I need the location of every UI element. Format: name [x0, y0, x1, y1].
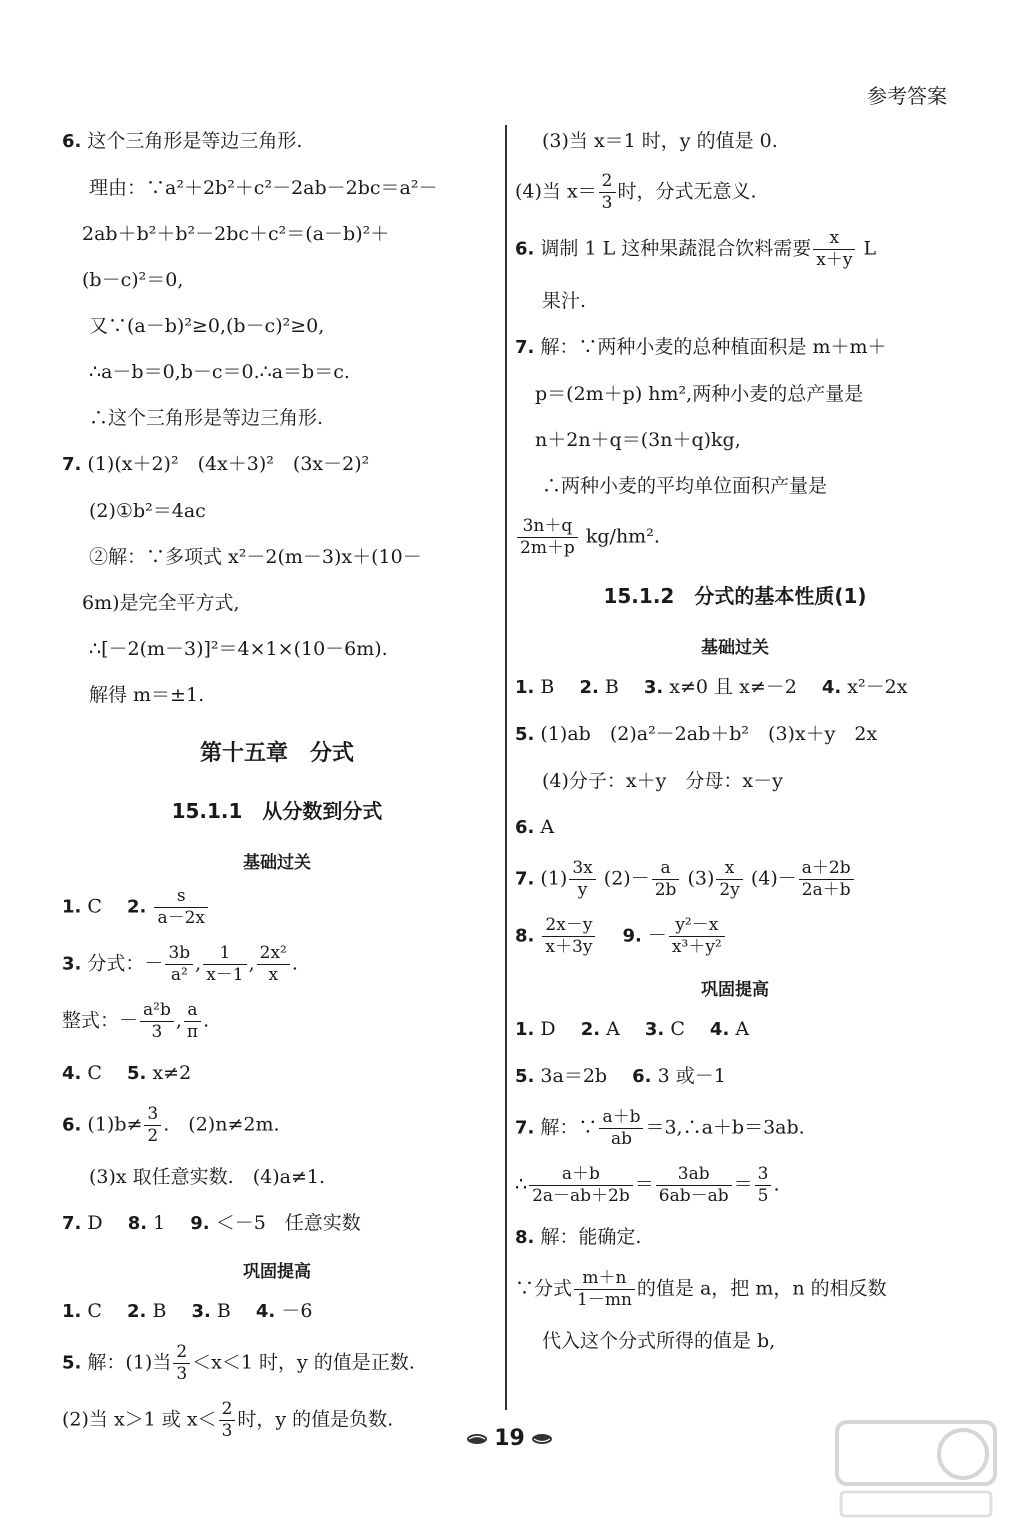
fraction: $\frac{2x-y}{x+3y}$: [542, 915, 595, 958]
answer-4-5: 4. C 5. x≠2: [62, 1062, 192, 1084]
chapter-title: 第十五章 分式: [199, 741, 354, 766]
fraction: $\frac{a+b}{ab}$: [599, 1107, 643, 1150]
fraction: $\frac{a+b}{2a-ab+2b}$: [529, 1164, 633, 1207]
answer-1-2: 1. C 2. $\frac{s}{a-2x}$: [62, 879, 492, 936]
page-number: 19: [494, 1426, 525, 1451]
section-title: 15.1.2 分式的基本性质(1): [603, 584, 867, 608]
fraction: $\frac{2}{3}$: [219, 1399, 236, 1442]
answer-5-line: (4)分子：x＋y 分母：x－y: [542, 770, 783, 792]
answer-8: 8. 解：能确定.: [515, 1226, 642, 1248]
answer-6-line: 2ab＋b²＋b²－2bc＋c²＝(a－b)²＋: [82, 223, 390, 245]
fraction: $\frac{3ab}{6ab-ab}$: [656, 1164, 732, 1207]
answer-1-4: 1. D 2. A 3. C 4. A: [515, 1018, 750, 1040]
answer-3: 3. 分式：－ $\frac{3b}{\text{a²}}$ , $\frac{1}{x-1}$ , $\frac{\text{2x²}}{x}$ .: [62, 943, 298, 985]
leaf-ornament-icon: [466, 1432, 488, 1446]
answer-7-line: ∴[－2(m－3)]²＝4×1×(10－6m).: [89, 638, 388, 660]
fraction: $\frac{a}{2b}$: [652, 858, 680, 901]
fraction: $\frac{\text{y²－x}}{\text{x³＋y²}}$: [669, 915, 725, 958]
fraction: $\frac{3}{5}$: [755, 1164, 772, 1207]
answer-7-9: 7. D 8. 1 9. ＜－5 任意实数: [62, 1212, 361, 1234]
answer-5: 5. (1)ab (2)a²－2ab＋b² (3)x＋y 2x: [515, 723, 878, 745]
answer-6-line: (b－c)²＝0,: [82, 269, 184, 291]
fraction: $\frac{\text{2x²}}{x}$: [257, 943, 290, 986]
answer-7-line: (2)①b²＝4ac: [89, 500, 206, 522]
fraction: $\frac{m+n}{1-mn}$: [574, 1268, 635, 1311]
answer-5-6: 5. 3a＝2b 6. 3 或－1: [515, 1065, 726, 1087]
fraction: $\frac{3x}{y}$: [569, 858, 595, 901]
fraction: $\frac{x}{2y}$: [716, 858, 742, 901]
answer-7-line: ②解：∵多项式 x²－2(m－3)x＋(10－: [89, 546, 422, 568]
fraction: $\frac{1}{x-1}$: [203, 943, 246, 986]
right-column: [515, 118, 955, 1364]
subsection-title: 基础过关: [701, 638, 769, 658]
answer-1-4: 1. B 2. B 3. x≠0 且 x≠－2 4. x²－2x: [515, 676, 908, 698]
answer-6-line: (3)x 取任意实数. (4)a≠1.: [89, 1166, 325, 1188]
fraction: $\frac{3}{2}$: [144, 1104, 161, 1147]
answer-line: (3)当 x＝1 时，y 的值是 0.: [542, 130, 778, 152]
fraction: $\frac{\text{a²b}}{3}$: [140, 1000, 174, 1043]
answer-6-line: ∴这个三角形是等边三角形.: [89, 407, 324, 429]
answer-7: 7. (1) $\frac{3x}{y}$ (2)－ $\frac{a}{2b}$ (3) $\frac{x}{2y}$ (4)－ $\frac{a+2b}{2a+b}$: [515, 851, 955, 908]
answer-7-line: n＋2n＋q＝(3n＋q)kg,: [535, 429, 741, 451]
answer-6: 6. (1)b≠ $\frac{3}{2}$ . (2)n≠2m.: [62, 1104, 280, 1146]
answer-8-line: ∵分式 $\frac{m+n}{1-mn}$ 的值是 a，把 m，n 的相反数: [515, 1268, 887, 1310]
answer-5: 5. 解：(1)当 $\frac{2}{3}$ ＜x＜1 时，y 的值是正数.: [62, 1342, 415, 1384]
watermark-stamp-icon: [831, 1414, 1001, 1524]
subsection-title: 巩固提高: [701, 980, 769, 1000]
answer-line: (4)当 x＝ $\frac{2}{3}$ 时，分式无意义.: [515, 171, 757, 213]
answer-6-line: 果汁.: [542, 290, 587, 312]
answer-7-line: $\frac{3n+q}{2m+p}$ kg/hm².: [515, 509, 955, 566]
header-title: 参考答案: [867, 84, 947, 108]
answer-6-line: ∴a－b＝0,b－c＝0.∴a＝b＝c.: [89, 361, 350, 383]
fraction: $\frac{3b}{\text{a²}}$: [165, 943, 193, 986]
fraction: $\frac{x}{x+y}$: [813, 228, 855, 271]
fraction: $\frac{a}{\pi}$: [184, 1000, 201, 1043]
fraction: $\frac{3n+q}{2m+p}$: [517, 516, 578, 559]
answer-7: 7. (1)(x＋2)² (4x＋3)² (3x－2)²: [62, 453, 370, 475]
answer-6: 6. 这个三角形是等边三角形.: [62, 130, 303, 152]
answer-7-line: 6m)是完全平方式,: [82, 592, 240, 614]
answer-6: 6. A: [515, 816, 555, 838]
answer-7-line: ∴两种小麦的平均单位面积产量是: [542, 475, 828, 497]
column-divider: [505, 125, 507, 1410]
answer-6: 6. 调制 1 L 这种果蔬混合饮料需要 $\frac{x}{x+y}$ L: [515, 228, 877, 270]
answer-7-line: ∴ $\frac{a+b}{2a-ab+2b}$ ＝ $\frac{3ab}{6ab-ab}$ ＝ $\frac{3}{5}$ .: [515, 1164, 780, 1206]
fraction: $\frac{s}{a-2x}$: [154, 886, 208, 929]
answer-7: 7. 解：∵ $\frac{a+b}{ab}$ ＝3,∴a＋b＝3ab.: [515, 1107, 805, 1149]
subsection-title: 基础过关: [243, 853, 311, 873]
answer-1-4: 1. C 2. B 3. B 4. －6: [62, 1300, 313, 1322]
answer-3-line: 整式：－ $\frac{\text{a²b}}{3}$ , $\frac{a}{\pi}$ .: [62, 1000, 210, 1042]
answer-7-line: 解得 m＝±1.: [89, 684, 205, 706]
section-title: 15.1.1 从分数到分式: [171, 799, 383, 823]
answer-7: 7. 解：∵两种小麦的总种植面积是 m＋m＋: [515, 336, 887, 358]
answer-8-line: 代入这个分式所得的值是 b,: [542, 1330, 776, 1352]
answer-7-line: p＝(2m＋p) hm²,两种小麦的总产量是: [535, 383, 864, 405]
fraction: $\frac{2}{3}$: [173, 1342, 190, 1385]
left-column: [62, 118, 492, 1449]
answer-8-9: 8. $\frac{2x-y}{x+3y}$ 9. － $\frac{\text{y²－x}}{\text{x³＋y²}}$: [515, 908, 955, 965]
answer-5-line: (2)当 x＞1 或 x＜ $\frac{2}{3}$ 时，y 的值是负数.: [62, 1399, 394, 1441]
leaf-ornament-icon: [531, 1432, 553, 1446]
fraction: $\frac{2}{3}$: [599, 171, 616, 214]
answer-6-line: 又∵(a－b)²≥0,(b－c)²≥0,: [89, 315, 325, 337]
subsection-title: 巩固提高: [243, 1262, 311, 1282]
answer-6-line: 理由：∵a²＋2b²＋c²－2ab－2bc＝a²－: [89, 177, 438, 199]
fraction: $\frac{a+2b}{2a+b}$: [799, 858, 854, 901]
